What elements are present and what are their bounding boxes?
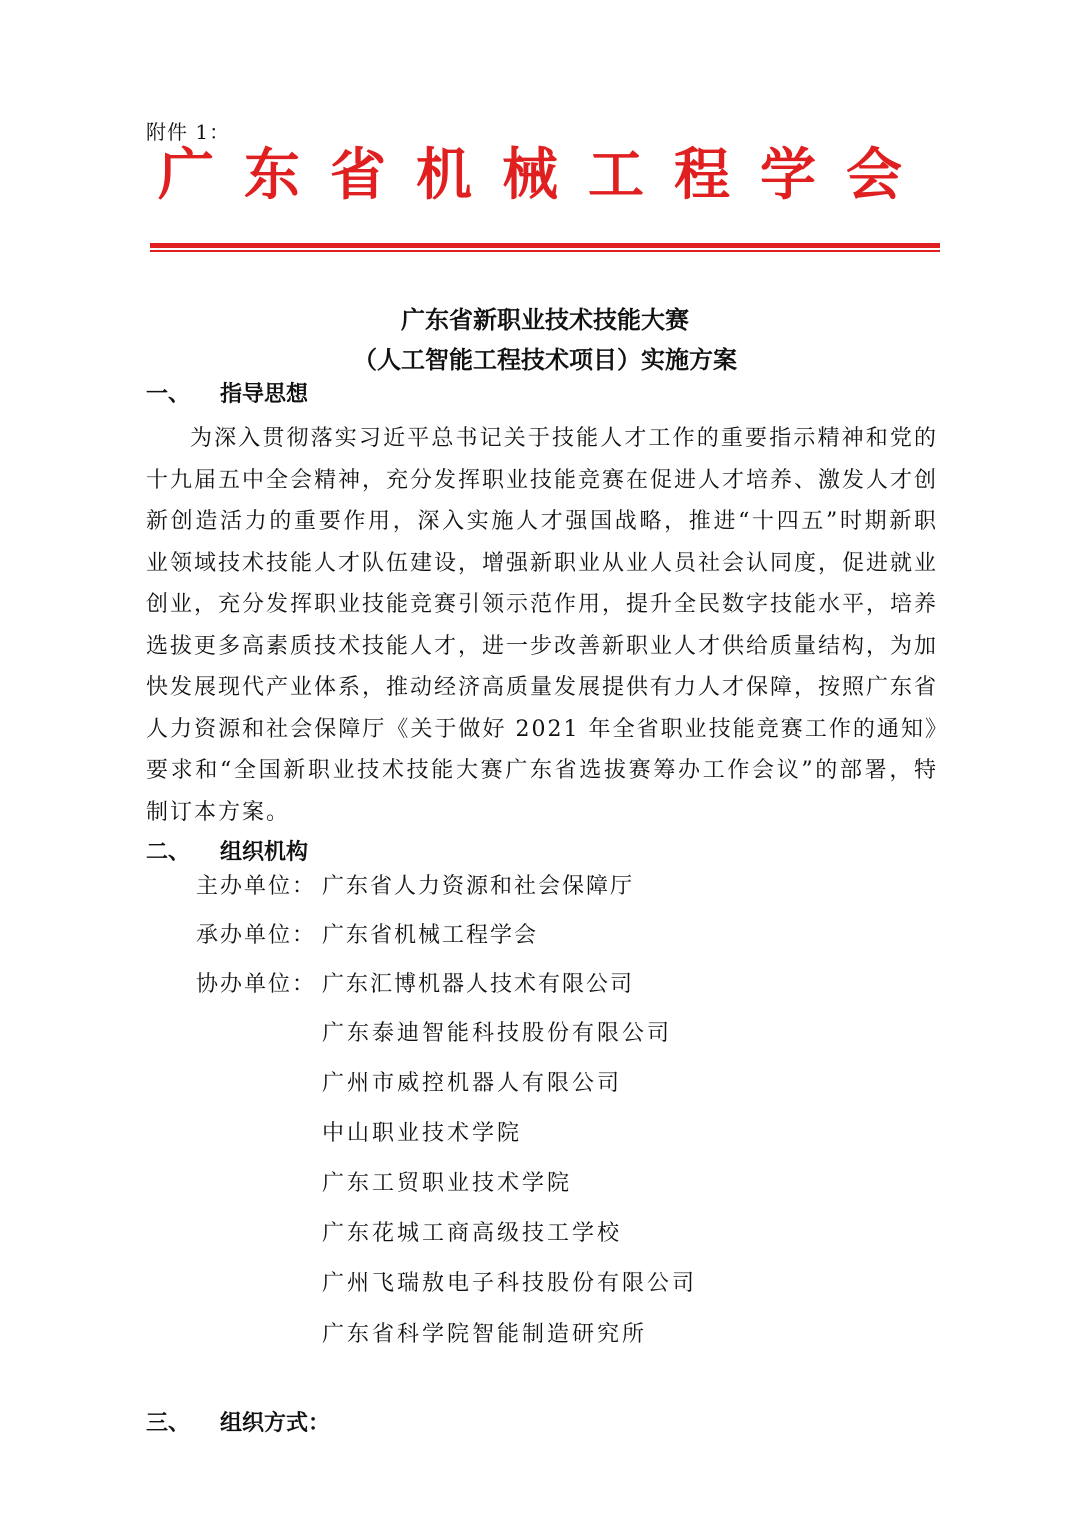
guiding-ideology-paragraph: 为深入贯彻落实习近平总书记关于技能人才工作的重要指示精神和党的十九届五中全会精神，充分发挥职业技能竞赛在促进人才培养、激发人才创新创造活力的重要作用，深入实施人才强国战略，推进“十四五”时期新职业领域技术技能人才队伍建设，增强新职业从业人员社会认同度，促进就业创业，充分发挥职业技能竞赛引领示范作用，提升全民数字技能水平，培养选拔更多高素质技术技能人才，进一步改善新职业人才供给质量结构，为加快发展现代产业体系，推动经济高质量发展提供有力人才保障，按照广东省人力资源和社会保障厅《关于做好 2021 年全省职业技能竞赛工作的通知》要求和“全国新职业技术技能大赛广东省选拔赛筹办工作会议”的部署，特制订本方案。 <box>146 426 939 825</box>
document-title-line2: （人工智能工程技术项目）实施方案 <box>353 346 737 374</box>
co-organizer-name: 广州飞瑞敖电子科技股份有限公司 <box>322 1271 698 1296</box>
section-heading-organization <box>146 838 308 868</box>
document-title <box>150 300 940 380</box>
section-number: 二、 <box>146 840 191 865</box>
co-organizer-name: 广东汇博机器人技术有限公司 <box>322 972 635 997</box>
section-title: 组织机构 <box>220 840 309 865</box>
host-row <box>196 872 634 902</box>
section-title: 指导思想 <box>220 382 309 407</box>
co-organizers-row <box>196 970 634 1000</box>
host-name: 广东省人力资源和社会保障厅 <box>322 874 635 899</box>
document-title-line1: 广东省新职业技术技能大赛 <box>401 306 689 334</box>
section-number: 一、 <box>146 382 191 407</box>
section-title: 组织方式： <box>220 1411 331 1436</box>
host-label: 主办单位： <box>196 874 317 899</box>
section-heading-organization-method <box>146 1409 330 1439</box>
header-red-rule-thin <box>150 250 940 252</box>
organizer-label: 承办单位： <box>196 923 317 948</box>
header-red-rule-thick <box>150 243 940 248</box>
co-organizer-name: 广东省科学院智能制造研究所 <box>322 1322 648 1347</box>
co-organizer-name: 广东工贸职业技术学院 <box>322 1171 573 1196</box>
section-number: 三、 <box>146 1411 191 1436</box>
co-organizer-name: 广东花城工商高级技工学校 <box>322 1221 623 1246</box>
attachment-label: 附件 1： <box>146 120 231 144</box>
co-organizer-name: 广州市威控机器人有限公司 <box>322 1071 623 1096</box>
organizer-row <box>196 921 538 951</box>
co-organizer-name: 中山职业技术学院 <box>322 1121 523 1146</box>
co-organizers-label: 协办单位： <box>196 972 317 997</box>
organization-header: 广东省机械工程学会 <box>158 142 932 208</box>
section-heading-guiding-ideology <box>146 380 308 410</box>
organizer-name: 广东省机械工程学会 <box>322 923 539 948</box>
co-organizer-name: 广东泰迪智能科技股份有限公司 <box>322 1021 673 1046</box>
